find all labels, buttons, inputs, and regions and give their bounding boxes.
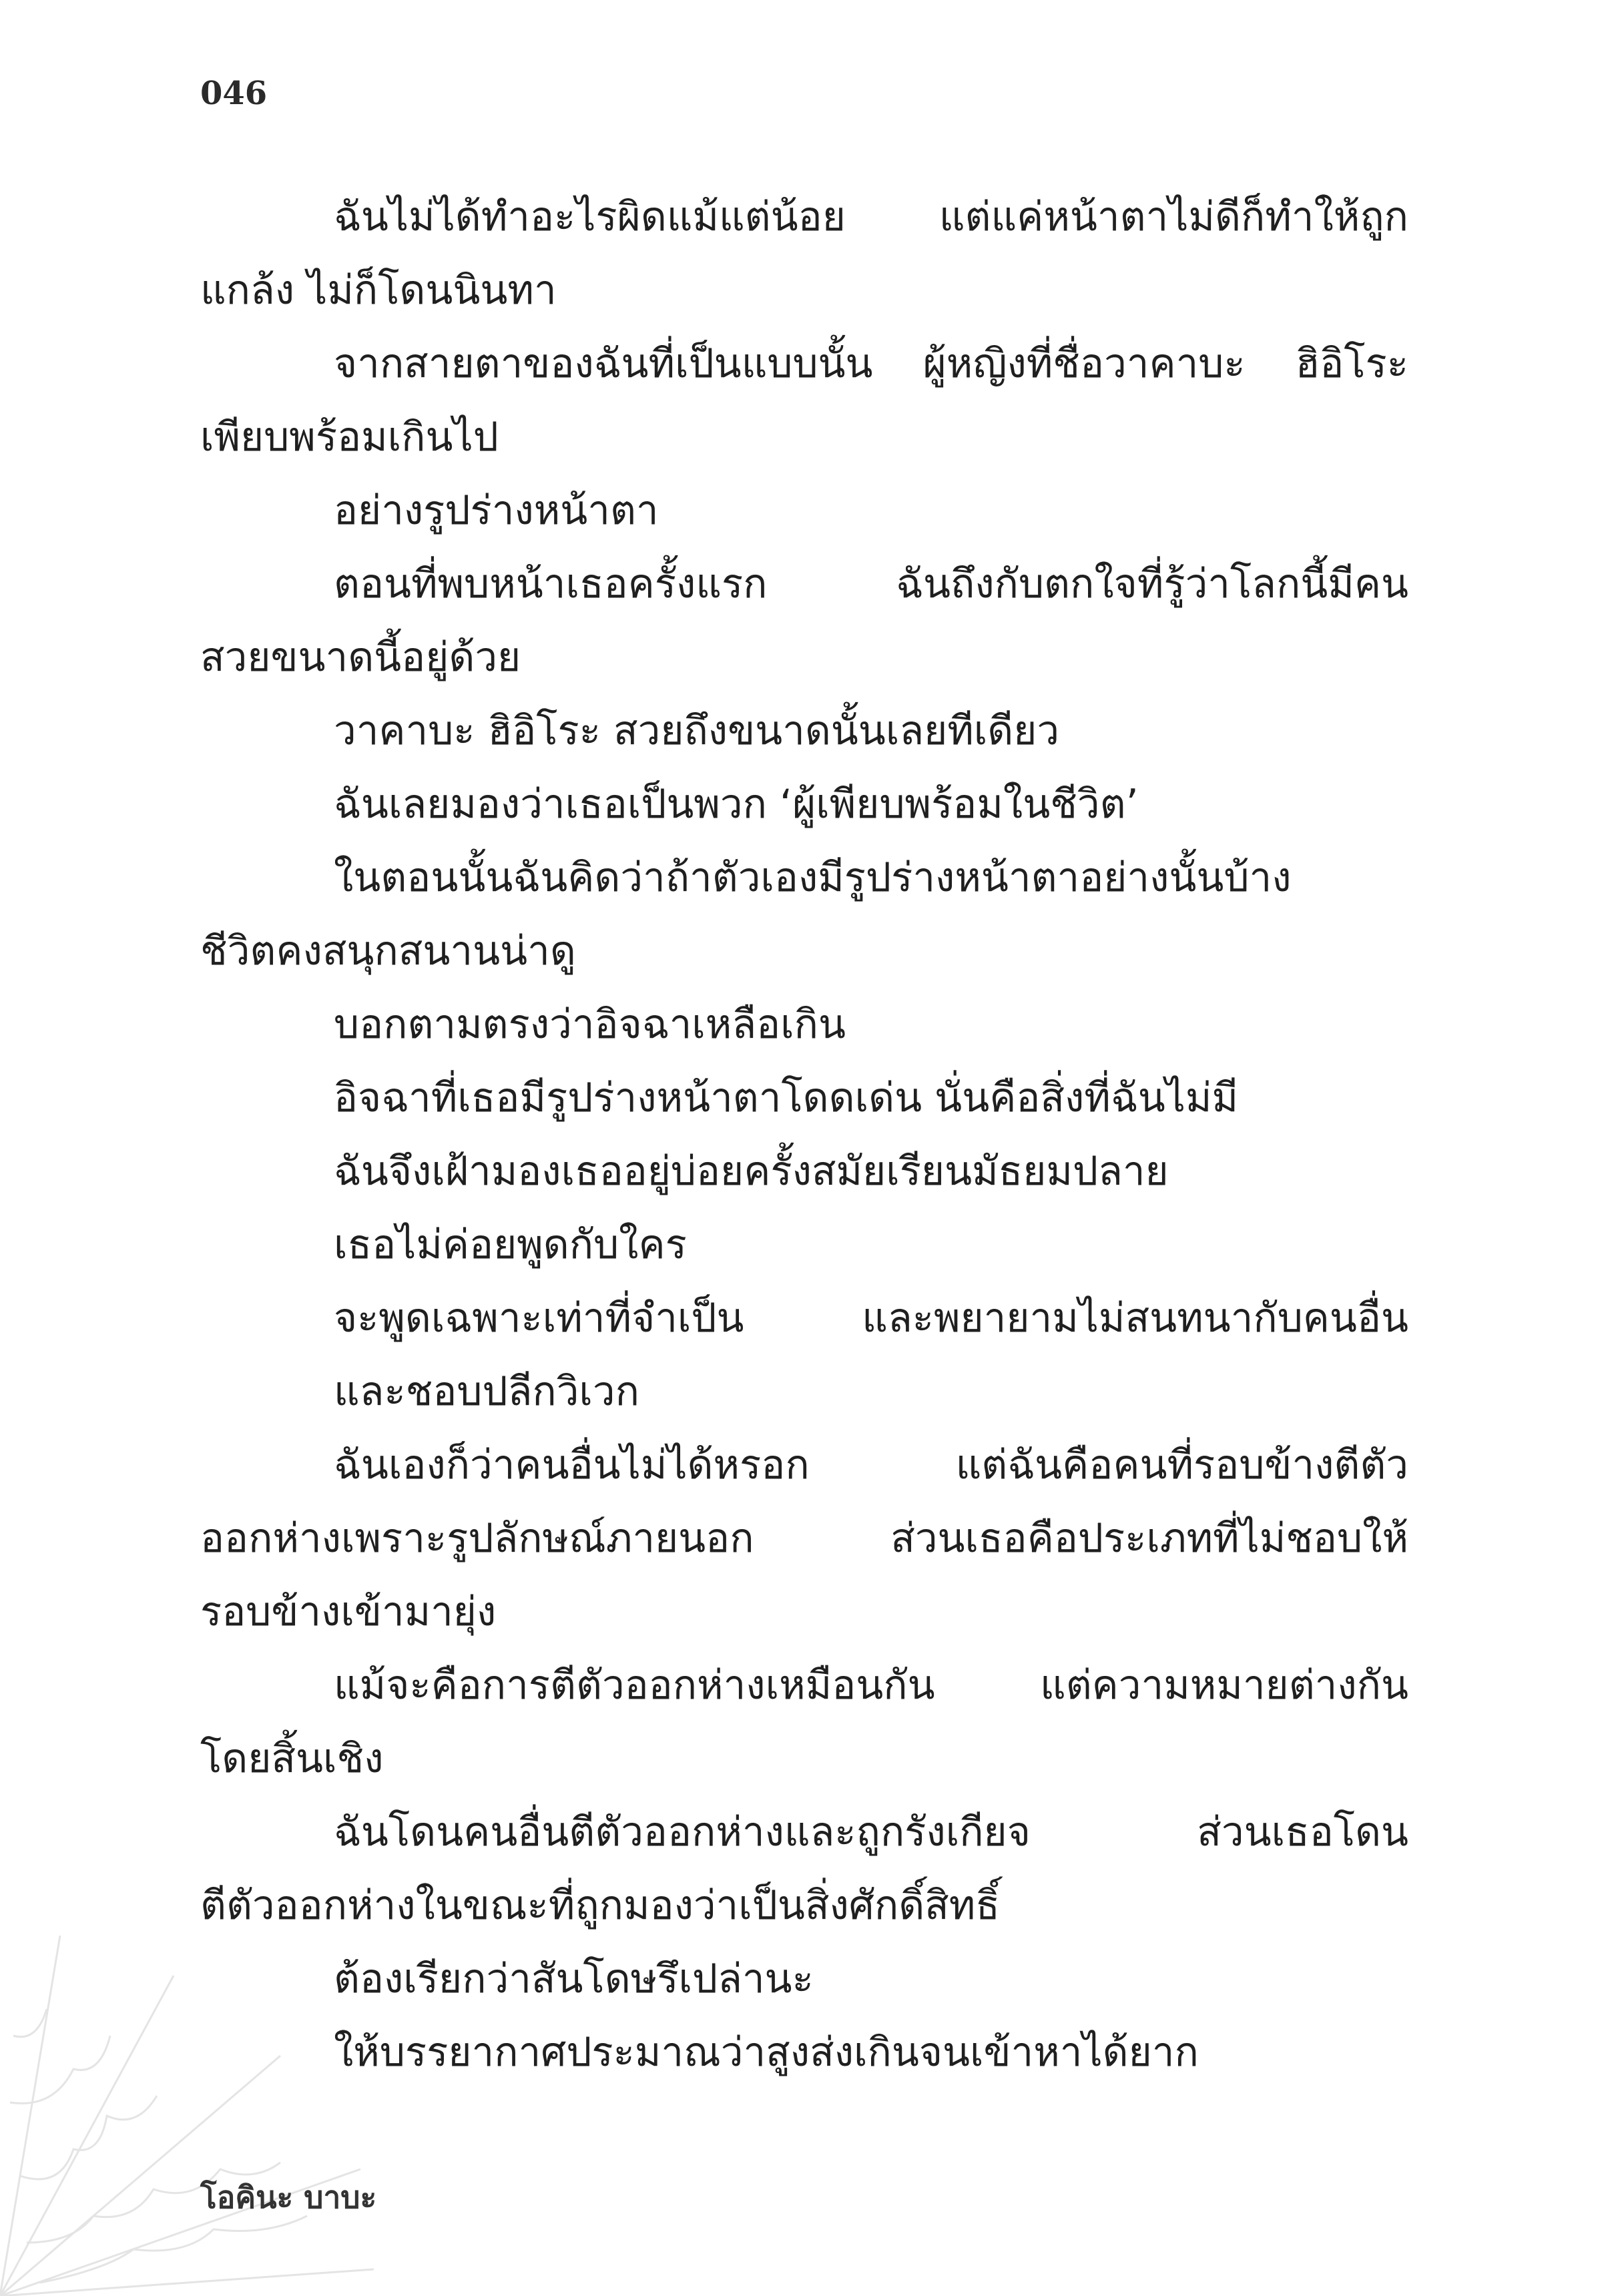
book-title-footer: โอคินะ บาบะ <box>200 2179 377 2215</box>
paragraph-line: เพียบพร้อมเกินไป <box>200 414 499 461</box>
spiderweb-decoration <box>0 1936 377 2296</box>
paragraph-line: โดยสิ้นเชิง <box>200 1735 384 1782</box>
page-number: 046 <box>200 75 268 112</box>
paragraph-line: ฉันไม่ได้ทำอะไรผิดแม้แต่น้อย แต่แค่หน้าตาไม่ดีก็ทำให้ถูก <box>334 194 1408 240</box>
paragraph-line: ฉันจึงเฝ้ามองเธออยู่บ่อยครั้งสมัยเรียนมัธยมปลาย <box>334 1148 1169 1195</box>
paragraph-line: เธอไม่ค่อยพูดกับใคร <box>334 1221 687 1268</box>
paragraph-line: ต้องเรียกว่าสันโดษรึเปล่านะ <box>334 1956 814 2002</box>
paragraph-line: ชีวิตคงสนุกสนานน่าดู <box>200 928 576 974</box>
paragraph-line: ในตอนนั้นฉันคิดว่าถ้าตัวเองมีรูปร่างหน้าตาอย่างนั้นบ้าง <box>334 854 1292 901</box>
paragraph-line: อย่างรูปร่างหน้าตา <box>334 487 659 534</box>
paragraph-line: และชอบปลีกวิเวก <box>334 1368 639 1415</box>
paragraph-line: แม้จะคือการตีตัวออกห่างเหมือนกัน แต่ความหมายต่างกัน <box>334 1662 1408 1709</box>
paragraph-line: บอกตามตรงว่าอิจฉาเหลือเกิน <box>334 1001 846 1048</box>
paragraph-line: ฉันโดนคนอื่นตีตัวออกห่างและถูกรังเกียจ ส่วนเธอโดน <box>334 1809 1408 1855</box>
paragraph-line: สวยขนาดนี้อยู่ด้วย <box>200 634 521 681</box>
paragraph-line: ฉันเองก็ว่าคนอื่นไม่ได้หรอก แต่ฉันคือคนที่รอบข้างตีตัว <box>334 1442 1408 1488</box>
paragraph-line: ออกห่างเพราะรูปลักษณ์ภายนอก ส่วนเธอคือประเภทที่ไม่ชอบให้ <box>200 1515 1408 1562</box>
paragraph-line: ตีตัวออกห่างในขณะที่ถูกมองว่าเป็นสิ่งศักดิ์สิทธิ์ <box>200 1882 1000 1929</box>
paragraph-line: รอบข้างเข้ามายุ่ง <box>200 1589 497 1635</box>
paragraph-line: จะพูดเฉพาะเท่าที่จำเป็น และพยายามไม่สนทนากับคนอื่น <box>334 1295 1408 1342</box>
paragraph-line: อิจฉาที่เธอมีรูปร่างหน้าตาโดดเด่น นั่นคือสิ่งที่ฉันไม่มี <box>334 1075 1239 1121</box>
paragraph-line: ตอนที่พบหน้าเธอครั้งแรก ฉันถึงกับตกใจที่รู้ว่าโลกนี้มีคน <box>334 561 1408 607</box>
paragraph-line: แกล้ง ไม่ก็โดนนินทา <box>200 267 557 314</box>
paragraph-line: จากสายตาของฉันที่เป็นแบบนั้น ผู้หญิงที่ชื่อวาคาบะ ฮิอิโระ <box>334 340 1408 387</box>
paragraph-line: ฉันเลยมองว่าเธอเป็นพวก ‘ผู้เพียบพร้อมในชีวิต’ <box>334 781 1139 828</box>
paragraph-line: วาคาบะ ฮิอิโระ สวยถึงขนาดนั้นเลยทีเดียว <box>334 707 1060 754</box>
paragraph-line: ให้บรรยากาศประมาณว่าสูงส่งเกินจนเข้าหาได้ยาก <box>334 2029 1199 2076</box>
